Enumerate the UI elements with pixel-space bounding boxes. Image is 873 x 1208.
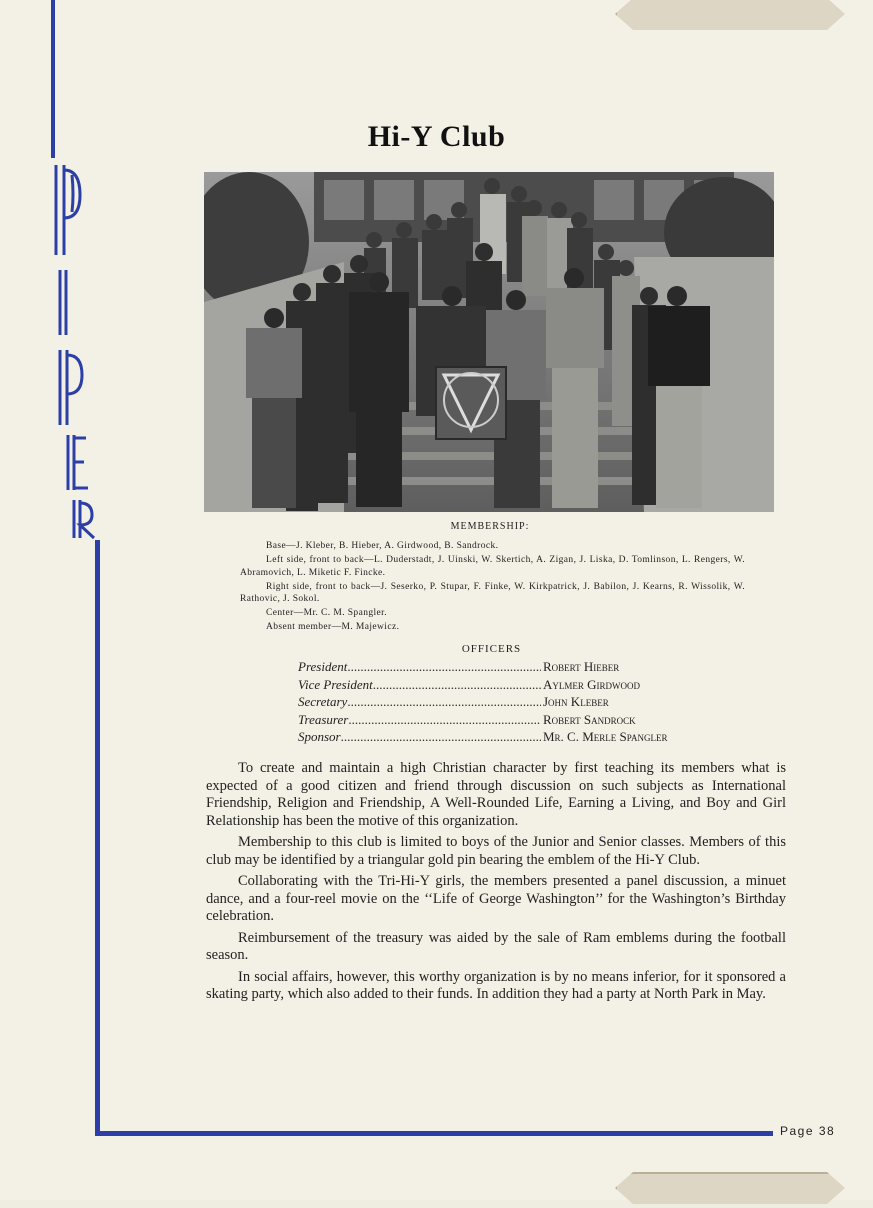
group-photo [204, 172, 774, 512]
officer-name: Robert Sandrock [543, 711, 636, 727]
officer-name: John Kleber [543, 694, 609, 709]
officer-row [298, 658, 718, 676]
membership-line: Left side, front to back—L. Duderstadt, J. Uinski, W. Skertich, A. Zigan, J. Liska, D. Tomlinson, L. Rengers, W. Abramovich, L. Miketic F. Fincke. [240, 555, 745, 578]
officer-name: Aylmer Girdwood [543, 676, 641, 692]
page-number: Page 38 [780, 1124, 836, 1138]
page-tab-top [615, 0, 849, 34]
leader-dots [348, 711, 541, 729]
blue-rule-bottom [95, 1131, 773, 1136]
leader-dots [373, 676, 541, 694]
membership-line: Base—J. Kleber, B. Hieber, A. Girdwood, B. Sandrock. [266, 541, 499, 551]
officer-row [298, 693, 718, 711]
officer-role: Secretary [298, 694, 348, 709]
club-description [206, 760, 786, 1008]
officer-role: Vice President [298, 676, 373, 692]
officer-role: President [298, 659, 348, 674]
body-paragraph: Reimbursement of the treasury was aided by the sale of Ram emblems during the football season. [206, 929, 786, 963]
membership-line: Absent member—M. Majewicz. [266, 622, 400, 632]
body-paragraph: Membership to this club is limited to boys of the Junior and Senior classes. Members of this club may be identified by a triangular gold pin bearing the emblem of the Hi-Y Club. [206, 834, 786, 868]
membership-heading: MEMBERSHIP: [450, 521, 530, 532]
body-paragraph: To create and maintain a high Christian character by first teaching its members what is expected of a good citizen and friend through discussion on such subjects as International Friendship, Religion and Friendship, A Well-Rounded Life, Earning a Living, and Boy and Girl Relationship has been the motive of this organization. [206, 760, 786, 829]
body-paragraph: In social affairs, however, this worthy organization is by no means inferior, for it sponsored a skating party, which also added to their funds. In addition they had a party at North Park in May. [206, 968, 786, 1002]
officer-name: Robert Hieber [543, 659, 620, 674]
officer-row [298, 676, 718, 694]
piper-logo [50, 160, 102, 540]
officer-row [298, 728, 718, 746]
officer-row [298, 711, 718, 729]
officer-role: Sponsor [298, 729, 341, 744]
blue-rule-left [95, 540, 100, 1136]
page-tab-bottom [615, 1172, 849, 1208]
officers-heading: OFFICERS [461, 643, 522, 655]
leader-dots [341, 728, 541, 746]
body-paragraph: Collaborating with the Tri-Hi-Y girls, the members presented a panel discussion, a minuet dance, and a four-reel movie on the ‘‘Life of George Washington’’ for the Washington’s Birthday celebration. [206, 873, 786, 924]
page-title: Hi-Y Club [367, 120, 506, 153]
membership-line: Center—Mr. C. M. Spangler. [266, 608, 387, 618]
leader-dots [347, 658, 541, 676]
membership-list [240, 540, 745, 635]
officer-role: Treasurer [298, 711, 349, 727]
officers-list [298, 658, 718, 746]
officer-name: Mr. C. Merle Spangler [543, 729, 668, 744]
leader-dots [347, 693, 541, 711]
membership-line: Right side, front to back—J. Seserko, P. Stupar, F. Finke, W. Kirkpatrick, J. Babilon, J. Kearns, R. Wissolik, W. Rathovic, J. Sokol. [240, 581, 745, 604]
